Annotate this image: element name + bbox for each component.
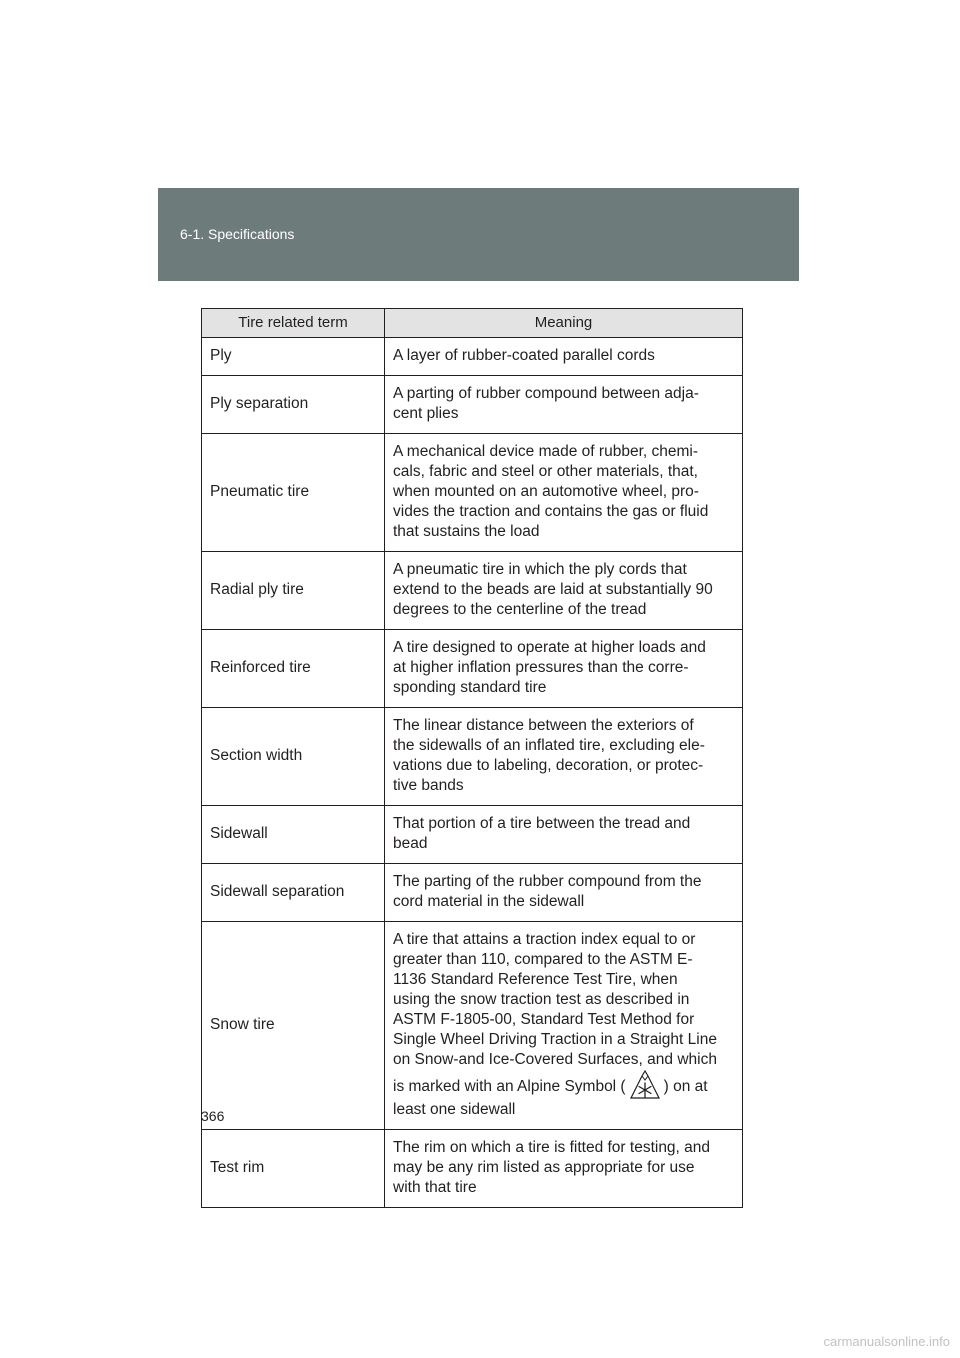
alpine-snowflake-icon [628, 1070, 662, 1100]
meaning-line: greater than 110, compared to the ASTM E- [393, 951, 693, 968]
meaning-line: the sidewalls of an inflated tire, excluding ele- [393, 737, 705, 754]
term-cell: Sidewall separation [202, 864, 385, 922]
meaning-line: ASTM F-1805-00, Standard Test Method for [393, 1011, 695, 1028]
meaning-line: The parting of the rubber compound from the [393, 873, 702, 890]
meaning-cell [385, 630, 743, 708]
section-title: 6-1. Specifications [180, 226, 295, 242]
meaning-line: degrees to the centerline of the tread [393, 601, 647, 618]
meaning-line: using the snow traction test as described in [393, 991, 690, 1008]
meaning-line: cals, fabric and steel or other materials, that, [393, 463, 698, 480]
term-cell: Ply separation [202, 376, 385, 434]
meaning-line: sponding standard tire [393, 679, 547, 696]
meaning-line: at higher inflation pressures than the corre- [393, 659, 689, 676]
meaning-line: vides the traction and contains the gas or fluid [393, 503, 709, 520]
meaning-line: A mechanical device made of rubber, chemi- [393, 443, 698, 460]
meaning-cell [385, 338, 743, 376]
meaning-line: That portion of a tire between the tread and [393, 815, 691, 832]
term-cell: Test rim [202, 1130, 385, 1208]
tire-terms-table [201, 308, 743, 1208]
meaning-line: A tire designed to operate at higher loads and [393, 639, 706, 656]
term-cell: Ply [202, 338, 385, 376]
meaning-line: The rim on which a tire is fitted for testing, and [393, 1139, 711, 1156]
table-row [202, 922, 743, 1130]
meaning-line: with that tire [393, 1179, 477, 1196]
meaning-line: extend to the beads are laid at substantially 90 [393, 581, 713, 598]
meaning-line: A parting of rubber compound between adja- [393, 385, 699, 402]
symbol-text-after: ) on at [663, 1078, 708, 1095]
table-row [202, 864, 743, 922]
table-row [202, 434, 743, 552]
meaning-cell [385, 376, 743, 434]
column-header-meaning: Meaning [385, 309, 743, 338]
table-row [202, 1130, 743, 1208]
symbol-text-before: is marked with an Alpine Symbol ( [393, 1078, 626, 1095]
meaning-cell [385, 708, 743, 806]
meaning-cell [385, 864, 743, 922]
meaning-line: least one sidewall [393, 1101, 516, 1118]
meaning-line: may be any rim listed as appropriate for use [393, 1159, 695, 1176]
meaning-cell [385, 1130, 743, 1208]
column-header-term: Tire related term [202, 309, 385, 338]
page-number: 366 [201, 1108, 225, 1124]
watermark: carmanualsonline.info [823, 1334, 950, 1349]
meaning-cell [385, 806, 743, 864]
section-header-band [158, 188, 799, 281]
meaning-line [393, 1070, 734, 1100]
table-row [202, 552, 743, 630]
meaning-line: cent plies [393, 405, 459, 422]
meaning-cell [385, 552, 743, 630]
meaning-line: tive bands [393, 777, 464, 794]
table-header-row [202, 309, 743, 338]
meaning-line: when mounted on an automotive wheel, pro- [393, 483, 699, 500]
term-cell: Snow tire [202, 922, 385, 1130]
term-cell: Pneumatic tire [202, 434, 385, 552]
meaning-line: The linear distance between the exteriors of [393, 717, 694, 734]
table-row [202, 806, 743, 864]
meaning-line: cord material in the sidewall [393, 893, 585, 910]
meaning-line: A tire that attains a traction index equal to or [393, 931, 696, 948]
meaning-line: on Snow-and Ice-Covered Surfaces, and which [393, 1051, 717, 1068]
table-row [202, 630, 743, 708]
term-cell: Reinforced tire [202, 630, 385, 708]
meaning-cell [385, 434, 743, 552]
table-row [202, 338, 743, 376]
table-row [202, 376, 743, 434]
term-cell: Section width [202, 708, 385, 806]
term-cell: Radial ply tire [202, 552, 385, 630]
meaning-line: A pneumatic tire in which the ply cords that [393, 561, 687, 578]
table-row [202, 708, 743, 806]
meaning-line: that sustains the load [393, 523, 540, 540]
meaning-cell [385, 922, 743, 1130]
meaning-line: A layer of rubber-coated parallel cords [393, 347, 655, 364]
term-cell: Sidewall [202, 806, 385, 864]
meaning-line: Single Wheel Driving Traction in a Straight Line [393, 1031, 717, 1048]
meaning-line: 1136 Standard Reference Test Tire, when [393, 971, 678, 988]
meaning-line: bead [393, 835, 428, 852]
meaning-line: vations due to labeling, decoration, or protec- [393, 757, 704, 774]
